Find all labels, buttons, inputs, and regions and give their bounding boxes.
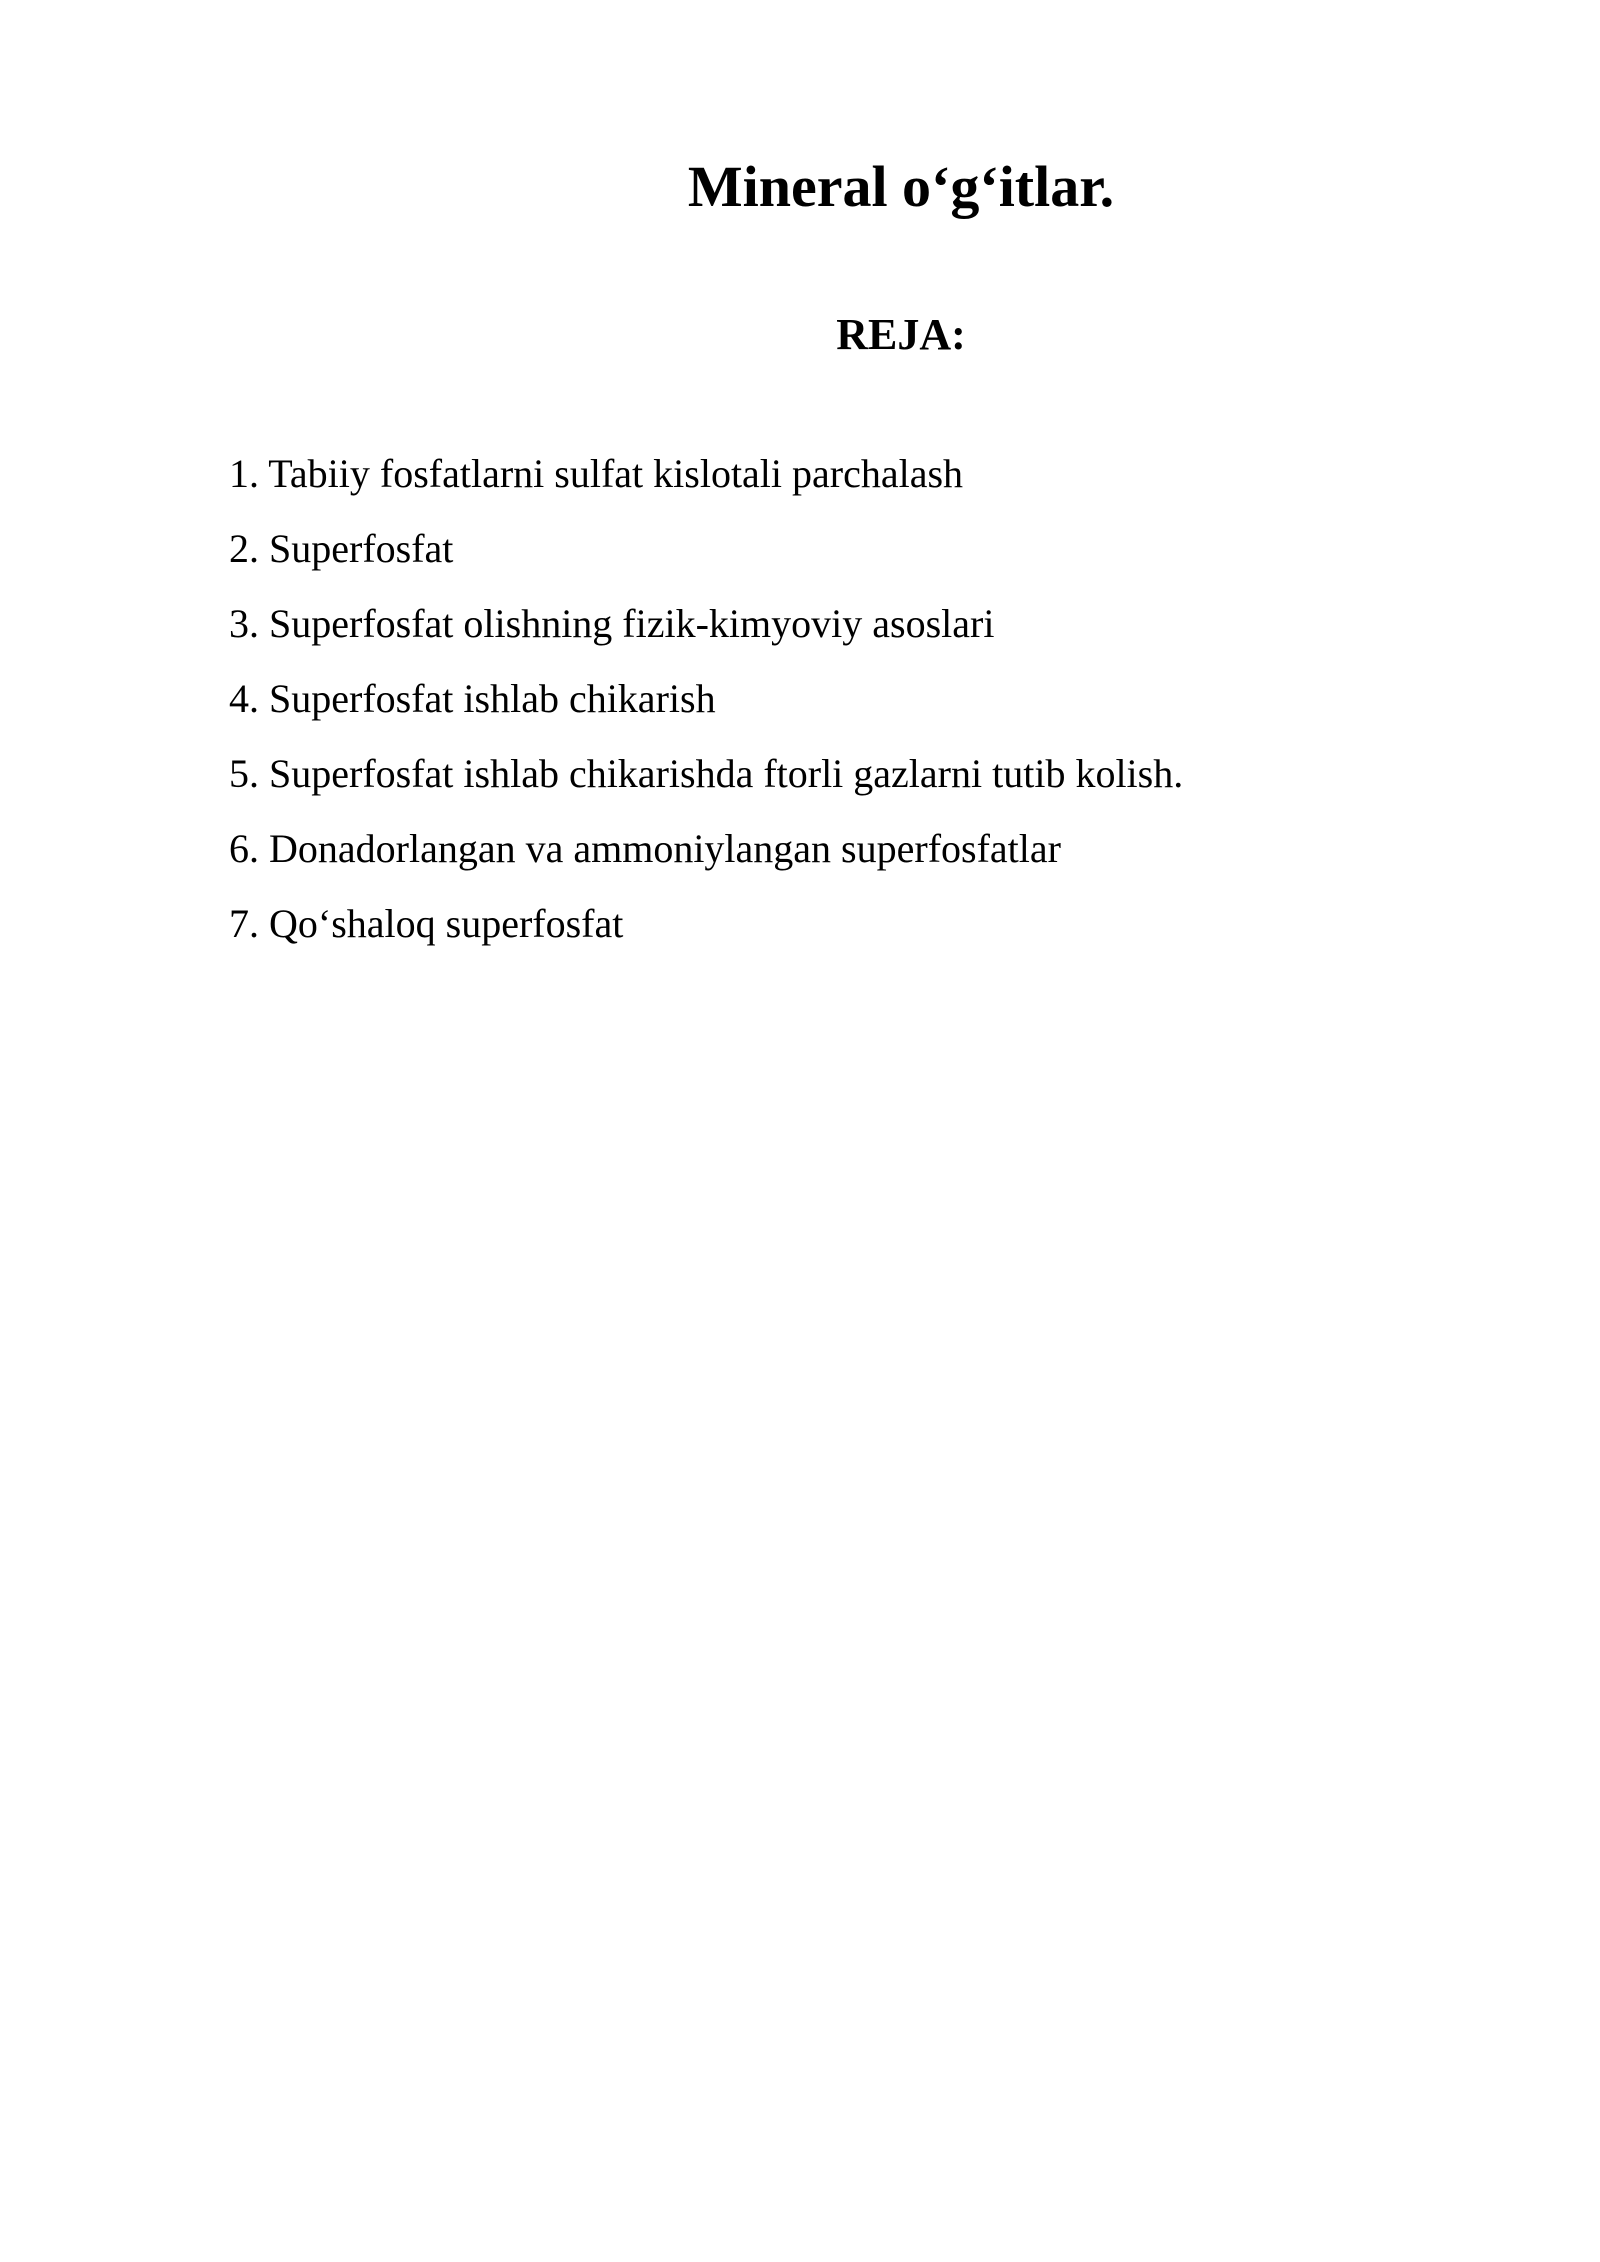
plan-item	[229, 675, 1529, 723]
plan-item-number: 6.	[229, 826, 259, 871]
plan-item	[229, 450, 1529, 498]
plan-item	[229, 900, 1529, 948]
plan-heading: REJA:	[836, 310, 966, 359]
plan-item-text: Superfosfat olishning fizik-kimyoviy asoslari	[269, 601, 995, 646]
plan-item-number: 7.	[229, 901, 259, 946]
plan-item	[229, 600, 1529, 648]
plan-item	[229, 525, 1529, 573]
plan-item-number: 1.	[229, 451, 259, 496]
plan-item-text: Tabiiy fosfatlarni sulfat kislotali parchalash	[268, 451, 964, 496]
plan-item-number: 2.	[229, 526, 259, 571]
plan-item-text: Qo‘shaloq superfosfat	[269, 901, 624, 946]
plan-item-text: Superfosfat ishlab chikarish	[269, 676, 716, 721]
document-title: Mineral o‘g‘itlar.	[687, 154, 1115, 219]
plan-item-text: Superfosfat ishlab chikarishda ftorli gazlarni tutib kolish.	[269, 751, 1184, 796]
plan-item-text: Superfosfat	[269, 526, 454, 571]
plan-item-number: 3.	[229, 601, 259, 646]
plan-item-number: 5.	[229, 751, 259, 796]
plan-list	[229, 450, 1529, 975]
plan-item-text: Donadorlangan va ammoniylangan superfosfatlar	[269, 826, 1061, 871]
plan-item	[229, 825, 1529, 873]
plan-item	[229, 750, 1529, 798]
plan-item-number: 4.	[229, 676, 259, 721]
